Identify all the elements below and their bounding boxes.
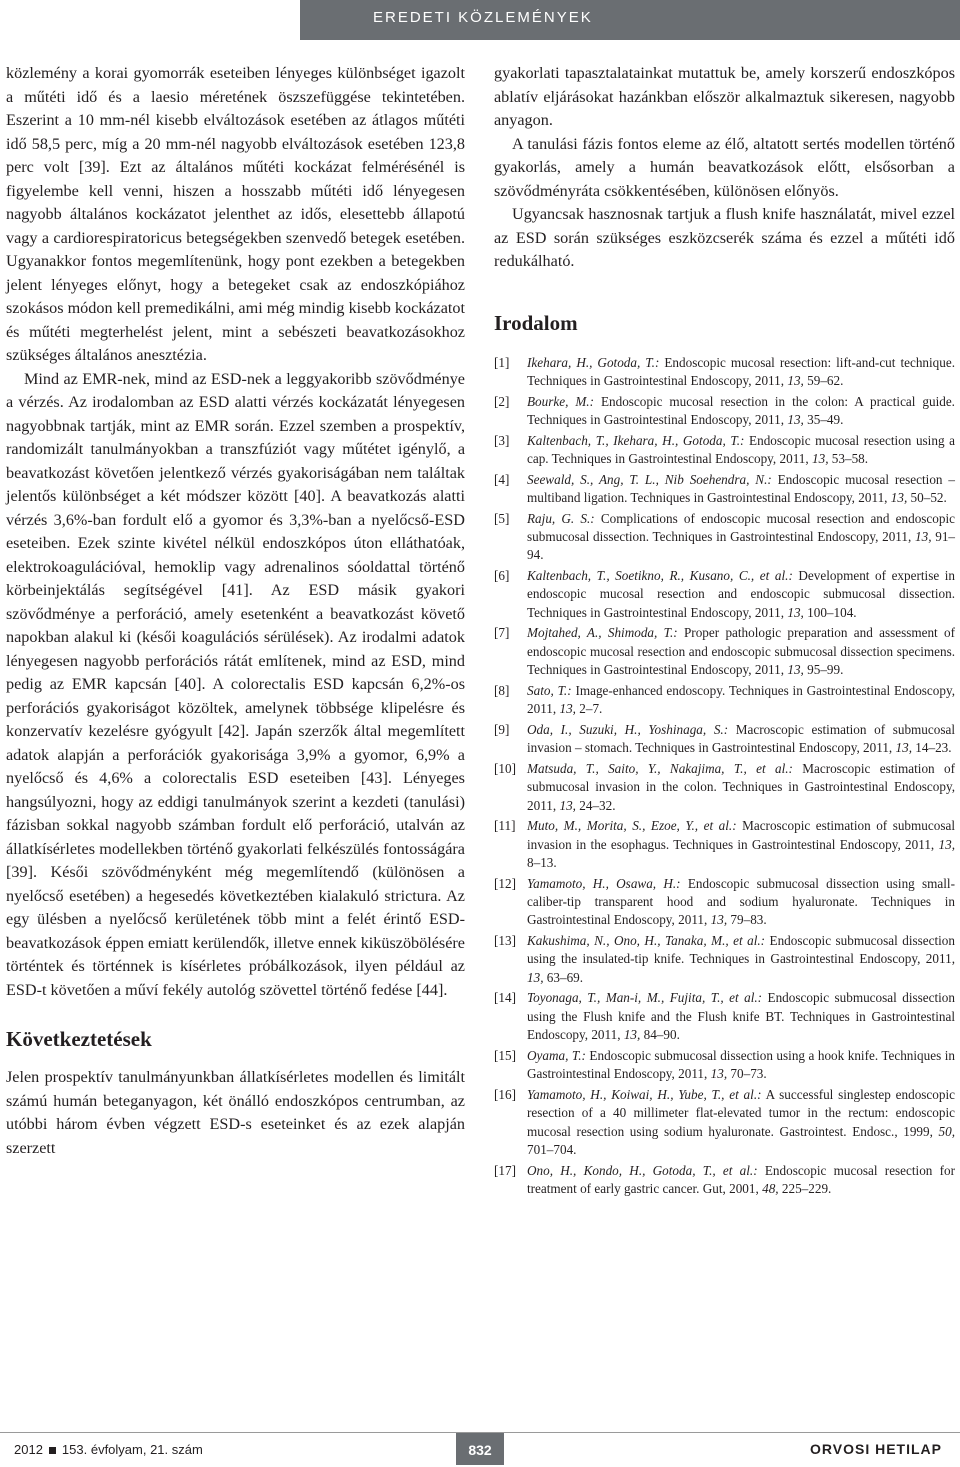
reference-pages: 79–83. bbox=[727, 912, 767, 928]
reference-item bbox=[494, 624, 955, 679]
footer-issue: 153. évfolyam, 21. szám bbox=[61, 1442, 203, 1457]
reference-text: Macroscopic estimation of submucosal invasion – stomach. Techniques in Gastrointestinal Endoscopy, 2011, bbox=[527, 721, 955, 756]
reference-body bbox=[527, 567, 955, 622]
reference-authors: Ikehara, H., Gotoda, T.: bbox=[527, 354, 660, 370]
reference-authors: Ono, H., Kondo, H., Gotoda, T., et al.: bbox=[527, 1162, 758, 1178]
body-paragraph: Jelen prospektív tanulmányunkban állatkísérletes modellen és limitált számú humán beteganyagon, két önálló endoszkópos centrumban, az utóbbi három évben végzett ESD-s eseteinket és az ezek alapján szerzett bbox=[6, 1068, 465, 1157]
reference-body bbox=[527, 624, 955, 679]
reference-volume: 13, bbox=[787, 662, 804, 678]
reference-pages: 225–229. bbox=[778, 1180, 832, 1196]
reference-authors: Bourke, M.: bbox=[527, 393, 594, 409]
reference-item bbox=[494, 354, 955, 391]
reference-number: [1] bbox=[494, 354, 510, 370]
reference-item bbox=[494, 875, 955, 930]
reference-body bbox=[527, 510, 955, 565]
reference-body bbox=[527, 760, 955, 815]
reference-text: A successful singlestep endoscopic resection of a 40 millimeter flat-elevated tumor in the rectum: endoscopic mucosal resection using sodium hyaluronate. Gastrointest. Endosc., 1999, bbox=[527, 1086, 955, 1139]
reference-authors: Matsuda, T., Saito, Y., Nakajima, T., et al.: bbox=[527, 760, 793, 776]
body-paragraph: A tanulási fázis fontos eleme az élő, altatott sertés modellen történő gyakorlás, amely a humán beavatkozások előtt, elsősorban a szövődményráta csökkentésében, különösen előnyös. bbox=[494, 134, 955, 200]
reference-item bbox=[494, 471, 955, 508]
reference-number: [3] bbox=[494, 432, 510, 448]
reference-item bbox=[494, 432, 955, 469]
reference-text: Endoscopic mucosal resection: lift-and-cut technique. Techniques in Gastrointestinal Endoscopy, 2011, bbox=[527, 354, 956, 388]
reference-number: [7] bbox=[494, 625, 510, 641]
references-heading: Irodalom bbox=[494, 310, 578, 335]
reference-pages: 59–62. bbox=[803, 372, 844, 388]
reference-text: Endoscopic submucosal dissection using small-caliber-tip transparent hood and sodium hyaluronate. Techniques in Gastrointestinal Endoscopy, 2011, bbox=[527, 875, 955, 928]
reference-number: [17] bbox=[494, 1162, 516, 1178]
reference-pages: 84–90. bbox=[640, 1027, 680, 1043]
reference-pages: 14–23. bbox=[912, 740, 952, 756]
reference-body bbox=[527, 1086, 955, 1160]
reference-pages: 53–58. bbox=[828, 450, 869, 466]
reference-volume: 13, bbox=[710, 912, 728, 928]
reference-text: Endoscopic submucosal dissection using a hook knife. Techniques in Gastrointestinal Endoscopy, 2011, bbox=[527, 1047, 955, 1082]
reference-body bbox=[527, 682, 955, 719]
reference-body bbox=[527, 471, 955, 508]
reference-text: Endoscopic mucosal resection in the colon: A practical guide. Techniques in Gastrointestinal Endoscopy, 2011, bbox=[527, 393, 955, 427]
reference-number: [4] bbox=[494, 471, 510, 487]
body-paragraph: Mind az EMR-nek, mind az ESD-nek a leggyakoribb szövődménye a vérzés. Az irodalomban az ESD alatti vérzés kockázatát lényegesen nagyobbnak tartják, mint az EMR során. Ezzel szemben a prospektív, randomizált tanulmányokban a transzfúziót vagy műtétet igénylő, a beavatkozást követően jelentkező vérzés gyakoriságában nem találtak jelentős különbséget a két módszer között [40]. A beavatkozás alatti vérzés 3,6%-ban fordult elő a gyomor és 3,3%-ban a nyelőcső-ESD eseteiben. Ezek szinte kivétel nélkül endoszkópos úton elláthatóak, elektrokoagulációval, hemoklip vagy adrenalinos sóoldattal történő körbeinjektálás segítségével [41]. Az ESD másik gyakori szövődménye a perforáció, amely esetenként a beavatkozást követő napokban alakul ki (késői koagulációs sérülések). Az irodalmi adatok lényegesen nagyobb perforációs rátát említenek, mind az ESD, mind pedig az EMR kapcsán [40]. A colorectalis ESD kapcsán 6,2%-os perforációs gyakoriságot közöltek, amelynek többsége klipelésre és konzervatív kezelésre gyógyult [42]. Japán szerzők által megemlített adatok alapján a perforációk gyakorisága 3,9% a gyomor, 6,9% a nyelőcső és 4,6% a colorectalis ESD eseteiben [43]. Lényeges hangsúlyozni, hogy az eddigi tanulmányok szerint a kezdeti (tanulási) fázisban sokkal nagyobb számban fordult elő perforáció, utalván az állatkísérletes modellekben történő gyakorlati felkészülés fontosságára [39]. Késői szövődményként még megemlítendő (különösen a nyelőcső esetében) a hegesedés következtében kialakuló strictura. Az egy ülésben a nyelőcső kerületének több mint a felét érintő ESDbeavatkozások éppen emiatt kerülendők, illetve ennek kiküszöbölésére történtek és történnek is kísérletes próbálkozások, ilyen például az ESD-t követően a műví fekély autológ szövettel történő fedése [44]. bbox=[6, 369, 465, 999]
reference-item bbox=[494, 567, 955, 622]
footer-issue-info bbox=[14, 1442, 203, 1457]
reference-number: [12] bbox=[494, 875, 516, 891]
section-header-band bbox=[300, 0, 960, 40]
reference-volume: 13, bbox=[559, 701, 576, 717]
reference-item bbox=[494, 817, 955, 872]
reference-item bbox=[494, 932, 955, 987]
reference-number: [9] bbox=[494, 721, 510, 737]
reference-volume: 50, bbox=[938, 1123, 955, 1139]
reference-authors: Seewald, S., Ang, T. L., Nib Soehendra, N.: bbox=[527, 471, 772, 487]
reference-item bbox=[494, 1086, 955, 1160]
reference-volume: 13, bbox=[895, 740, 912, 756]
reference-authors: Yamamoto, H., Osawa, H.: bbox=[527, 875, 681, 891]
body-paragraph: Ugyancsak hasznosnak tartjuk a flush knife használatát, mivel ezzel az ESD során szükséges eszközcserék száma és ezzel a műtéti idő redukálható. bbox=[494, 205, 955, 270]
reference-pages: 70–73. bbox=[727, 1066, 767, 1082]
reference-pages: 100–104. bbox=[803, 604, 857, 620]
reference-item bbox=[494, 1162, 955, 1199]
reference-text: Endoscopic submucosal dissection using the insulated-tip knife. Techniques in Gastrointestinal Endoscopy, 2011, bbox=[527, 932, 955, 967]
page-footer bbox=[0, 1432, 960, 1465]
reference-number: [8] bbox=[494, 682, 510, 698]
reference-number: [6] bbox=[494, 567, 510, 583]
journal-name: ORVOSI HETILAP bbox=[810, 1441, 942, 1457]
reference-volume: 48, bbox=[762, 1180, 779, 1196]
reference-volume: 13, bbox=[787, 372, 804, 388]
reference-authors: Yamamoto, H., Koiwai, H., Yube, T., et al.: bbox=[527, 1086, 762, 1102]
square-bullet-icon bbox=[49, 1447, 56, 1454]
reference-number: [16] bbox=[494, 1086, 516, 1102]
reference-authors: Kakushima, N., Ono, H., Tanaka, M., et al.: bbox=[527, 932, 766, 948]
reference-volume: 13, bbox=[938, 836, 955, 852]
reference-pages: 2–7. bbox=[575, 701, 603, 717]
reference-volume: 13, bbox=[890, 489, 908, 505]
reference-authors: Sato, T.: bbox=[527, 682, 572, 698]
section-label: EREDETI KÖZLEMÉNYEK bbox=[373, 9, 593, 26]
reference-text: Proper pathologic preparation and assessment of endoscopic mucosal resection and endoscopic submucosal dissection specimens. Techniques in Gastrointestinal Endoscopy, 2011, bbox=[527, 625, 956, 678]
reference-authors: Kaltenbach, T., Soetikno, R., Kusano, C., et al.: bbox=[527, 567, 793, 583]
reference-number: [2] bbox=[494, 393, 510, 409]
reference-authors: Muto, M., Morita, S., Ezoe, Y., et al.: bbox=[527, 818, 737, 834]
reference-body bbox=[527, 1162, 955, 1199]
reference-number: [10] bbox=[494, 760, 516, 776]
reference-item bbox=[494, 989, 955, 1044]
reference-body bbox=[527, 721, 955, 758]
reference-body bbox=[527, 393, 955, 430]
reference-number: [5] bbox=[494, 510, 510, 526]
reference-item bbox=[494, 393, 955, 430]
reference-pages: 35–49. bbox=[803, 411, 844, 427]
reference-pages: 91–94. bbox=[527, 528, 956, 563]
reference-number: [11] bbox=[494, 818, 516, 834]
reference-authors: Toyonaga, T., Man-i, M., Fujita, T., et al.: bbox=[527, 990, 763, 1006]
reference-volume: 13, bbox=[559, 797, 576, 813]
reference-text: Image-enhanced endoscopy. Techniques in Gastrointestinal Endoscopy, 2011, bbox=[527, 682, 955, 717]
reference-volume: 13, bbox=[527, 969, 544, 985]
reference-body bbox=[527, 354, 955, 391]
reference-body bbox=[527, 432, 955, 469]
reference-pages: 701–704. bbox=[527, 1141, 577, 1157]
page-number: 832 bbox=[456, 1433, 504, 1465]
reference-list bbox=[494, 354, 955, 1199]
reference-body bbox=[527, 1047, 955, 1084]
conclusions-heading: Következtetések bbox=[6, 1027, 152, 1051]
reference-pages: 24–32. bbox=[575, 797, 616, 813]
footer-year: 2012 bbox=[14, 1442, 43, 1457]
reference-item bbox=[494, 721, 955, 758]
reference-authors: Mojtahed, A., Shimoda, T.: bbox=[527, 625, 678, 641]
reference-volume: 13, bbox=[787, 604, 804, 620]
reference-authors: Oyama, T.: bbox=[527, 1047, 586, 1063]
reference-item bbox=[494, 760, 955, 815]
reference-authors: Raju, G. S.: bbox=[527, 510, 595, 526]
reference-volume: 13, bbox=[812, 450, 829, 466]
reference-item bbox=[494, 510, 955, 565]
reference-pages: 95–99. bbox=[803, 662, 844, 678]
reference-volume: 13, bbox=[787, 411, 804, 427]
reference-volume: 13, bbox=[623, 1027, 641, 1043]
reference-body bbox=[527, 989, 955, 1044]
reference-text: Endoscopic mucosal resection using a cap. Techniques in Gastrointestinal Endoscopy, 2011, bbox=[527, 432, 955, 466]
reference-volume: 13, bbox=[915, 528, 932, 544]
reference-authors: Kaltenbach, T., Ikehara, H., Gotoda, T.: bbox=[527, 432, 745, 448]
body-paragraph: gyakorlati tapasztalatainkat mutattuk be, amely korszerű endoszkópos ablatív eljárásokat hazánkban először alkalmaztuk sikeresen, nagyobb anyagon. bbox=[494, 64, 955, 129]
reference-pages: 50–52. bbox=[907, 489, 947, 505]
reference-volume: 13, bbox=[710, 1066, 728, 1082]
reference-body bbox=[527, 932, 955, 987]
reference-body bbox=[527, 817, 955, 872]
reference-text: Macroscopic estimation of submucosal invasion in the colon. Techniques in Gastrointestinal Endoscopy, 2011, bbox=[527, 760, 955, 813]
reference-number: [15] bbox=[494, 1047, 516, 1063]
reference-body bbox=[527, 875, 955, 930]
reference-text: Endoscopic submucosal dissection using the Flush knife and the Flush knife BT. Techniques in Gastrointestinal Endoscopy, 2011, bbox=[527, 990, 955, 1043]
reference-text: Development of expertise in endoscopic mucosal resection and endoscopic submucosal dissection. Techniques in Gastrointestinal Endoscopy, 2011, bbox=[527, 567, 956, 620]
reference-text: Endoscopic mucosal resection – multiband ligation. Techniques in Gastrointestinal Endoscopy, 2011, bbox=[527, 471, 955, 505]
body-paragraph: közlemény a korai gyomorrák eseteiben lényeges különbséget igazolt a műtéti idő és a laesio méretének öszszefüggése tekintetében. Eszerint a 10 mm-nél kisebb elváltozások esetében az átlagos műtéti idő 58,5 perc, míg a 20 mm-nél nagyobb elváltozások esetében 123,8 perc volt [39]. Ezt az általános műtéti kockázat felmérésénél is figyelembe kell venni, hiszen a hosszabb műtéti idő lényegesen nagyobb általános kockázatot jelenthet az idős, elesettebb állapotú vagy a cardiorespiratoricus betegségekben szenvedő betegek esetében. Ugyanakkor fontos megemlítenünk, hogy pont ezekben a betegekben jelent lényeges előnyt, hogy a betegeket csak az endoszkópiához szokásos módon kell premedikálni, ami még mindig kisebb kockázatot és műtéti megterhelést jelent, mint a sebészeti beavatkozásokhoz szükséges általános anesztézia. bbox=[6, 64, 465, 364]
reference-number: [14] bbox=[494, 990, 516, 1006]
reference-pages: 8–13. bbox=[527, 854, 557, 870]
reference-number: [13] bbox=[494, 932, 516, 948]
left-column bbox=[6, 62, 465, 1160]
reference-item bbox=[494, 1047, 955, 1084]
reference-pages: 63–69. bbox=[543, 969, 584, 985]
reference-authors: Oda, I., Suzuki, H., Yoshinaga, S.: bbox=[527, 721, 729, 737]
reference-text: Endoscopic mucosal resection for treatment of early gastric cancer. Gut, 2001, bbox=[527, 1162, 956, 1196]
reference-text: Macroscopic estimation of submucosal invasion in the esophagus. Techniques in Gastrointestinal Endoscopy, 2011, bbox=[527, 818, 955, 852]
reference-item bbox=[494, 682, 955, 719]
right-column bbox=[494, 62, 955, 1201]
reference-text: Complications of endoscopic mucosal resection and endoscopic submucosal dissection. Techniques in Gastrointestinal Endoscopy, 2011, bbox=[527, 510, 955, 544]
